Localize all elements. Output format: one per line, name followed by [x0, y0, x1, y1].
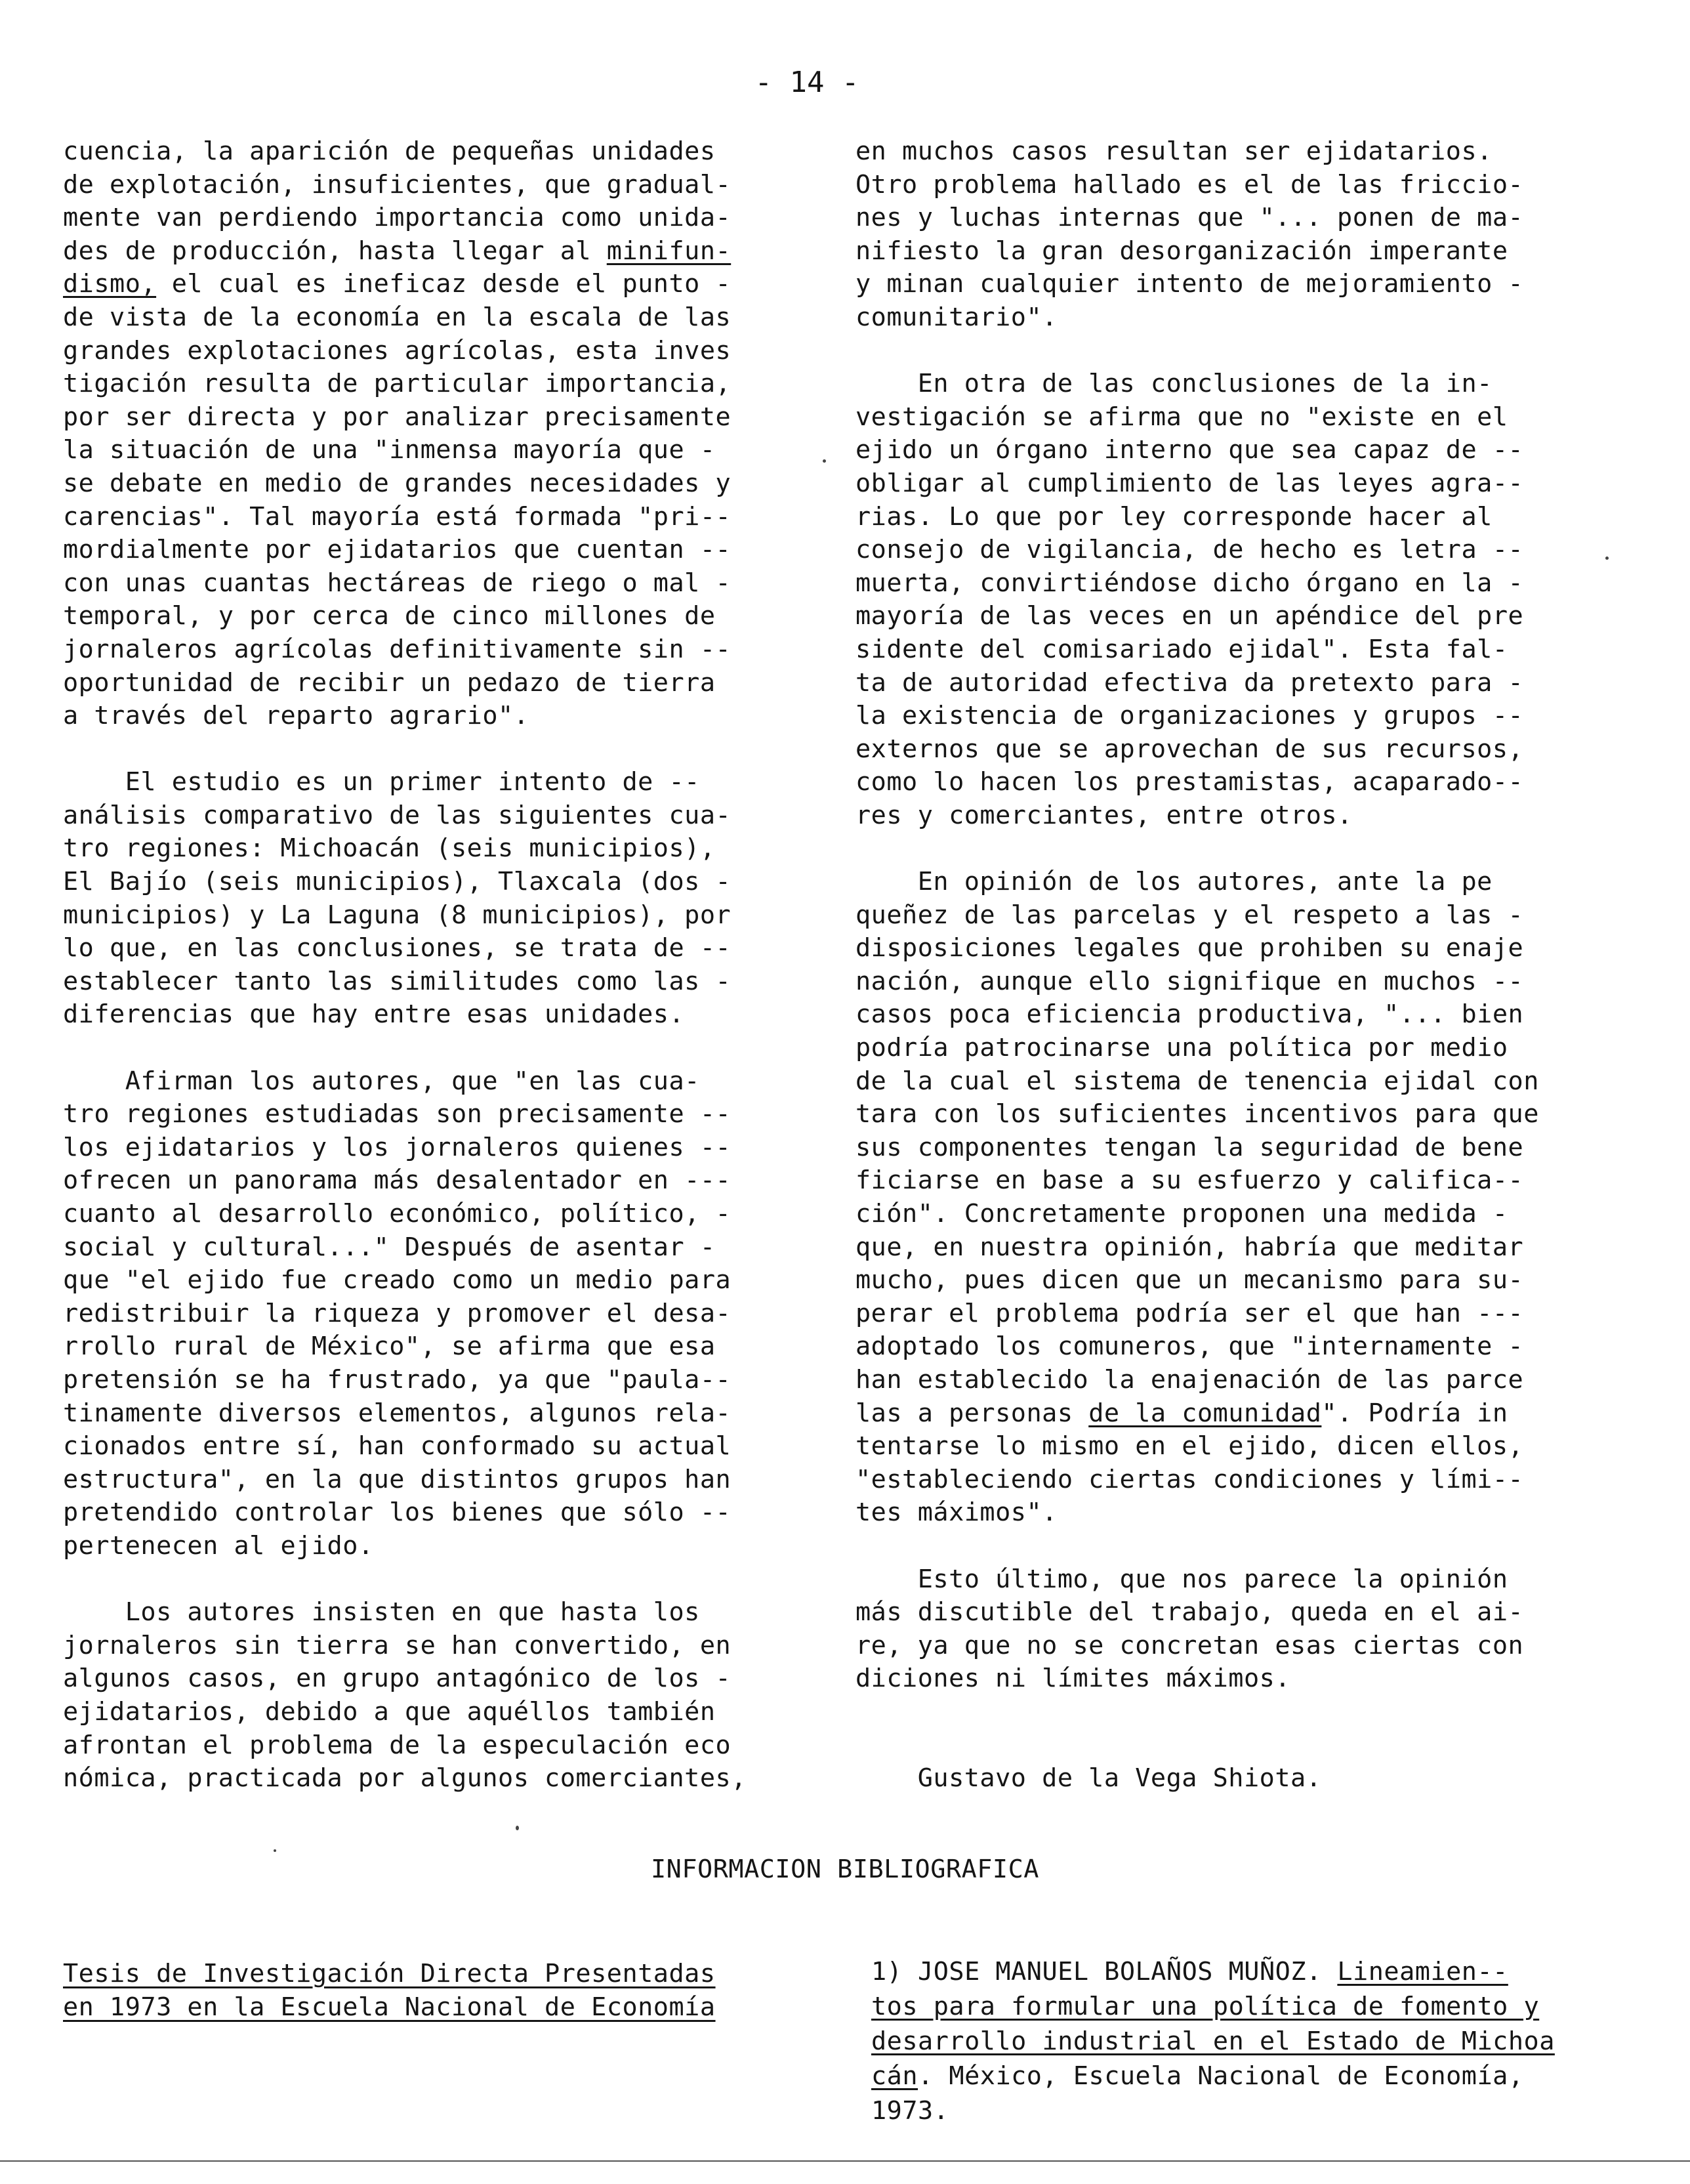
left-line-3: mente van perdiendo importancia como unida- [63, 203, 732, 233]
right-line-18: la existencia de organizaciones y grupos -- [855, 701, 1524, 731]
entry-line-3: desarrollo industrial en el Estado de Michoa [871, 2026, 1555, 2056]
bottom-scan-rule [0, 2160, 1690, 2162]
left-line-16: jornaleros agrícolas definitivamente sin -- [63, 634, 732, 664]
paragraph-gap [63, 733, 837, 766]
left-line-25: lo que, en las conclusiones, se trata de -- [63, 933, 732, 963]
left-line-39: tinamente diversos elementos, algunos rela- [63, 1398, 732, 1428]
bibliography-heading: INFORMACION BIBLIOGRAFICA [651, 1855, 1039, 1884]
left-line-27: diferencias que hay entre esas unidades. [63, 999, 685, 1030]
right-line-26: nación, aunque ello signifique en muchos -- [855, 966, 1524, 996]
left-line-30: tro regiones estudiadas son precisamente -- [63, 1099, 732, 1129]
right-line-17: ta de autoridad efectiva da pretexto para - [855, 667, 1524, 698]
right-line-45: más discutible del trabajo, queda en el ai- [855, 1597, 1524, 1628]
right-line-44: Esto último, que nos parece la opinión [855, 1564, 1508, 1594]
left-line-20: El estudio es un primer intento de -- [63, 767, 700, 797]
paragraph-gap [63, 1563, 837, 1597]
left-line-23: El Bajío (seis municipios), Tlaxcala (dos - [63, 867, 732, 897]
left-line-13: mordialmente por ejidatarios que cuentan -- [63, 535, 732, 565]
left-line-14: con unas cuantas hectáreas de riego o mal - [63, 568, 732, 598]
scan-speck [823, 459, 826, 463]
left-line-22: tro regiones: Michoacán (seis municipios), [63, 833, 716, 864]
right-line-29: de la cual el sistema de tenencia ejidal con [855, 1066, 1539, 1096]
left-line-15: temporal, y por cerca de cinco millones de [63, 601, 716, 631]
left-line-10: la situación de una "inmensa mayoría que - [63, 435, 716, 465]
left-line-11: se debate en medio de grandes necesidades y [63, 468, 732, 498]
left-line-4: des de producción, hasta llegar al minifun- [63, 236, 732, 266]
right-line-21: res y comerciantes, entre otros. [855, 800, 1353, 830]
left-line-47: algunos casos, en grupo antagónico de los - [63, 1664, 732, 1694]
left-line-50: nómica, practicada por algunos comerciantes, [63, 1763, 747, 1794]
right-line-4: nifiesto la gran desorganización imperante [855, 236, 1508, 266]
right-line-6: comunitario". [855, 302, 1058, 332]
left-line-5: dismo, el cual es ineficaz desde el punto - [63, 269, 732, 299]
scan-speck [274, 1849, 276, 1852]
paragraph-gap [855, 335, 1623, 368]
right-line-47: diciones ni límites máximos. [855, 1664, 1291, 1694]
entry-line-5: 1973. [871, 2096, 949, 2126]
page-number: - 14 - [754, 66, 859, 99]
entry-line-4: cán. México, Escuela Nacional de Economía, [871, 2061, 1524, 2091]
right-line-9: vestigación se afirma que no "existe en el [855, 402, 1508, 432]
right-line-23: En opinión de los autores, ante la pe [855, 867, 1493, 897]
right-line-36: perar el problema podría ser el que han --- [855, 1298, 1524, 1328]
right-column [855, 135, 1623, 1796]
right-line-42: tes máximos". [855, 1498, 1058, 1528]
scan-speck [516, 1826, 519, 1830]
right-line-1: en muchos casos resultan ser ejidatarios. [855, 136, 1493, 166]
paragraph-gap [855, 1729, 1623, 1763]
paragraph-gap [855, 832, 1623, 866]
right-line-5: y minan cualquier intento de mejoramiento - [855, 269, 1524, 299]
left-line-49: afrontan el problema de la especulación eco [63, 1730, 732, 1760]
left-line-1: cuencia, la aparición de pequeñas unidades [63, 136, 716, 166]
scan-speck [1605, 556, 1609, 560]
right-line-38: han establecido la enajenación de las parce [855, 1364, 1524, 1395]
left-line-18: a través del reparto agrario". [63, 701, 529, 731]
author-signature: Gustavo de la Vega Shiota. [855, 1763, 1322, 1794]
paragraph-gap [855, 1530, 1623, 1563]
left-line-29: Afirman los autores, que "en las cua- [63, 1066, 700, 1096]
right-line-46: re, ya que no se concretan esas ciertas con [855, 1630, 1524, 1660]
left-line-38: pretensión se ha frustrado, ya que "paula-- [63, 1364, 732, 1395]
right-line-27: casos poca eficiencia productiva, "... bien [855, 999, 1524, 1030]
left-line-40: cionados entre sí, han conformado su actual [63, 1431, 732, 1461]
left-line-36: redistribuir la riqueza y promover el desa- [63, 1298, 732, 1328]
right-line-32: ficiarse en base a su esfuerzo y califica-- [855, 1166, 1524, 1196]
left-line-42: pretendido controlar los bienes que sólo -- [63, 1498, 732, 1528]
right-line-10: ejido un órgano interno que sea capaz de -- [855, 435, 1524, 465]
left-line-32: ofrecen un panorama más desalentador en --- [63, 1166, 732, 1196]
right-line-24: queñez de las parcelas y el respeto a las - [855, 900, 1524, 930]
right-line-30: tara con los suficientes incentivos para que [855, 1099, 1539, 1129]
right-line-8: En otra de las conclusiones de la in- [855, 369, 1493, 399]
bibliography-entry-1 [871, 1954, 1645, 2128]
thesis-title-line-1: Tesis de Investigación Directa Presentadas [63, 1959, 716, 1988]
left-line-2: de explotación, insuficientes, que gradual- [63, 169, 732, 200]
right-line-35: mucho, pues dicen que un mecanismo para su- [855, 1265, 1524, 1295]
left-line-9: por ser directa y por analizar precisamente [63, 402, 732, 432]
right-line-34: que, en nuestra opinión, habría que meditar [855, 1232, 1524, 1262]
left-line-33: cuanto al desarrollo económico, político, - [63, 1199, 732, 1228]
left-line-12: carencias". Tal mayoría está formada "pri-- [63, 501, 732, 532]
right-line-15: mayoría de las veces en un apéndice del pre [855, 601, 1524, 631]
left-line-17: oportunidad de recibir un pedazo de tierra [63, 667, 716, 698]
right-line-40: tentarse lo mismo en el ejido, dicen ellos, [855, 1431, 1524, 1461]
right-line-25: disposiciones legales que prohiben su enaje [855, 933, 1524, 963]
left-line-35: que "el ejido fue creado como un medio para [63, 1265, 732, 1295]
paragraph-gap [855, 1696, 1623, 1729]
right-line-19: externos que se aprovechan de sus recursos, [855, 734, 1524, 764]
right-line-3: nes y luchas internas que "... ponen de ma- [855, 203, 1524, 233]
right-line-39: las a personas de la comunidad". Podría in [855, 1398, 1508, 1428]
left-line-41: estructura", en la que distintos grupos han [63, 1464, 732, 1494]
right-line-12: rias. Lo que por ley corresponde hacer al [855, 501, 1493, 532]
right-line-37: adoptado los comuneros, que "internamente - [855, 1332, 1524, 1362]
left-line-7: grandes explotaciones agrícolas, esta inves [63, 335, 732, 366]
left-line-48: ejidatarios, debido a que aquéllos también [63, 1696, 716, 1727]
left-line-31: los ejidatarios y los jornaleros quienes -- [63, 1132, 732, 1162]
right-line-31: sus componentes tengan la seguridad de bene [855, 1132, 1524, 1162]
right-line-16: sidente del comisariado ejidal". Esta fal- [855, 634, 1508, 664]
left-line-8: tigación resulta de particular importancia, [63, 369, 732, 399]
left-line-43: pertenecen al ejido. [63, 1530, 374, 1561]
entry-line-1: 1) JOSE MANUEL BOLAÑOS MUÑOZ. Lineamien-- [871, 1957, 1508, 1986]
left-line-26: establecer tanto las similitudes como las - [63, 966, 732, 996]
left-line-46: jornaleros sin tierra se han convertido, en [63, 1630, 732, 1660]
right-line-2: Otro problema hallado es el de las friccio- [855, 169, 1524, 200]
left-line-45: Los autores insisten en que hasta los [63, 1597, 700, 1628]
paragraph-gap [63, 1032, 837, 1065]
right-line-33: ción". Concretamente proponen una medida - [855, 1199, 1508, 1228]
left-line-37: rrollo rural de México", se afirma que esa [63, 1332, 716, 1362]
right-line-28: podría patrocinarse una política por medio [855, 1033, 1508, 1063]
left-column [63, 135, 837, 1796]
right-line-14: muerta, convirtiéndose dicho órgano en la - [855, 568, 1524, 598]
left-line-21: análisis comparativo de las siguientes cua- [63, 800, 732, 830]
right-line-41: "estableciendo ciertas condiciones y lími-- [855, 1464, 1524, 1494]
left-line-34: social y cultural..." Después de asentar - [63, 1232, 716, 1262]
entry-line-2: tos para formular una política de fomento y [871, 1992, 1540, 2021]
thesis-title [63, 1958, 837, 2024]
right-line-13: consejo de vigilancia, de hecho es letra -- [855, 535, 1524, 565]
left-line-6: de vista de la economía en la escala de las [63, 302, 732, 332]
thesis-title-line-2: en 1973 en la Escuela Nacional de Economía [63, 1992, 716, 2022]
left-line-24: municipios) y La Laguna (8 municipios), por [63, 900, 732, 930]
right-line-11: obligar al cumplimiento de las leyes agra-- [855, 468, 1524, 498]
right-line-20: como lo hacen los prestamistas, acaparado-- [855, 767, 1524, 797]
